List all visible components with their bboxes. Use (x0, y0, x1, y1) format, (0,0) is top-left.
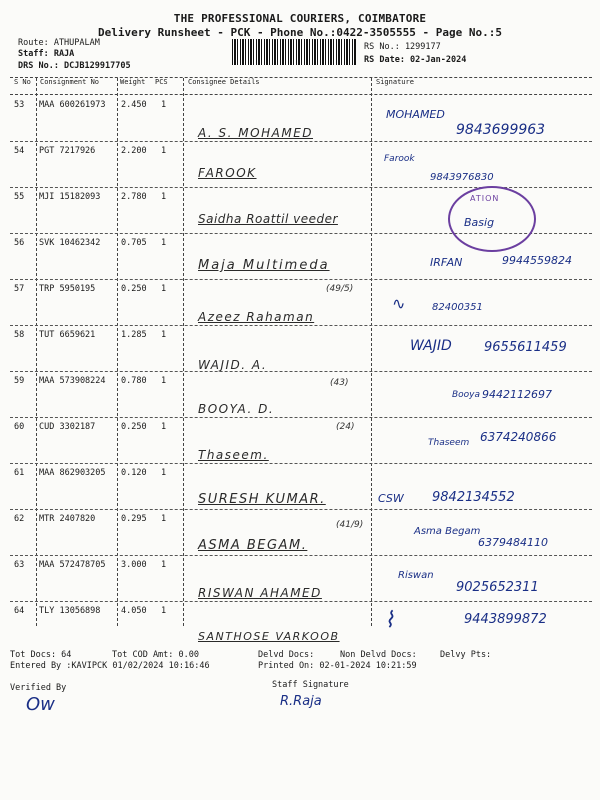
row-annotation: (49/5) (326, 284, 354, 294)
row-phone: 82400351 (432, 302, 483, 313)
verified-by-label: Verified By (10, 683, 67, 693)
table-row (0, 602, 600, 644)
row-consignment: MAA 862903205 (39, 468, 106, 478)
row-signature: IRFAN (430, 256, 463, 269)
row-signature: Asma Begam (414, 526, 481, 537)
verified-by-signature: Ow (26, 694, 55, 715)
row-weight: 0.250 (121, 284, 147, 294)
row-consignment: TUT 6659621 (39, 330, 96, 340)
col-header-weight: Weight (120, 78, 146, 86)
row-phone: 6379484110 (478, 536, 548, 549)
row-signature: Booya (452, 390, 481, 400)
row-phone: 9025652311 (456, 580, 539, 595)
row-consignment: SVK 10462342 (39, 238, 101, 248)
table-row (0, 326, 600, 372)
row-pcs: 1 (161, 468, 167, 478)
row-phone: 9442112697 (482, 388, 552, 401)
row-consignee: FAROOK (198, 166, 257, 180)
row-weight: 2.450 (121, 100, 147, 110)
table-row (0, 372, 600, 418)
row-pcs: 1 (161, 376, 167, 386)
table-row (0, 142, 600, 188)
row-phone: 6374240866 (480, 430, 557, 444)
row-consignment: PGT 7217926 (39, 146, 96, 156)
runsheet-title: Delivery Runsheet - PCK - Phone No.:0422-3505555 - Page No.:5 (98, 26, 502, 39)
row-signature: Riswan (398, 570, 434, 581)
row-phone: 9843976830 (430, 172, 494, 183)
row-sno: 62 (14, 514, 25, 524)
row-phone: 9842134552 (432, 490, 515, 505)
row-consignee: BOOYA. D. (198, 402, 275, 416)
table-row (0, 418, 600, 464)
total-cod: Tot COD Amt: 0.00 (112, 650, 199, 660)
row-sno: 61 (14, 468, 25, 478)
row-pcs: 1 (161, 238, 167, 248)
row-consignee: Maja Multimeda (198, 258, 330, 273)
delivery-points: Delvy Pts: (440, 650, 492, 660)
drs-label: DRS No.: DCJB129917705 (18, 61, 131, 71)
printed-on: Printed On: 02-01-2024 10:21:59 (258, 661, 417, 671)
row-annotation: (43) (330, 378, 349, 388)
row-weight: 0.120 (121, 468, 147, 478)
row-consignee: Thaseem. (198, 448, 269, 462)
row-weight: 1.285 (121, 330, 147, 340)
row-weight: 2.780 (121, 192, 147, 202)
row-weight: 2.200 (121, 146, 147, 156)
col-header-consignment: Consignment No (40, 78, 100, 86)
row-signature-scribble: ⌇ (384, 608, 395, 633)
row-consignment: MAA 573908224 (39, 376, 106, 386)
row-consignee: WAJID. A. (198, 358, 268, 372)
row-pcs: 1 (161, 192, 167, 202)
route-label: Route: ATHUPALAM (18, 38, 100, 48)
row-signature: MOHAMED (386, 108, 445, 121)
row-weight: 0.250 (121, 422, 147, 432)
row-sno: 55 (14, 192, 25, 202)
row-consignment: TLY 13056898 (39, 606, 101, 616)
row-sno: 56 (14, 238, 25, 248)
row-consignment: TRP 5950195 (39, 284, 96, 294)
delivered-docs: Delvd Docs: (258, 650, 315, 660)
row-pcs: 1 (161, 284, 167, 294)
non-delivered-docs: Non Delvd Docs: (340, 650, 417, 660)
table-row (0, 464, 600, 510)
row-pcs: 1 (161, 514, 167, 524)
row-consignment: MAA 572478705 (39, 560, 106, 570)
row-consignee: A. S. MOHAMED (198, 126, 314, 140)
row-weight: 0.295 (121, 514, 147, 524)
entered-by: Entered By :KAVIPCK 01/02/2024 10:16:46 (10, 661, 210, 671)
row-consignment: MAA 600261973 (39, 100, 106, 110)
total-docs: Tot Docs: 64 (10, 650, 72, 660)
table-row (0, 510, 600, 556)
row-sno: 63 (14, 560, 25, 570)
row-signature: Farook (384, 154, 415, 164)
row-consignee: Azeez Rahaman (198, 310, 315, 324)
table-row (0, 556, 600, 602)
row-consignee: RISWAN AHAMED (198, 586, 322, 600)
row-sno: 58 (14, 330, 25, 340)
barcode (232, 39, 356, 65)
row-signature: CSW (378, 492, 404, 505)
rs-no-label: RS No.: 1299177 (364, 42, 441, 52)
row-consignment: MJI 15182093 (39, 192, 101, 202)
row-pcs: 1 (161, 146, 167, 156)
row-sno: 59 (14, 376, 25, 386)
table-header-rule (10, 94, 592, 95)
staff-signature: R.Raja (280, 694, 322, 709)
row-signature: Thaseem (428, 438, 470, 448)
row-annotation: (24) (336, 422, 355, 432)
rs-date-label: RS Date: 02-Jan-2024 (364, 55, 467, 65)
row-pcs: 1 (161, 330, 167, 340)
col-header-pcs: PCS (155, 78, 168, 86)
row-pcs: 1 (161, 606, 167, 616)
row-sno: 57 (14, 284, 25, 294)
row-annotation: (41/9) (336, 520, 364, 530)
row-sno: 54 (14, 146, 25, 156)
row-weight: 4.050 (121, 606, 147, 616)
row-phone: 9843699963 (456, 122, 546, 138)
col-header-signature: Signature (376, 78, 414, 86)
row-consignment: CUD 3302187 (39, 422, 96, 432)
stamp-text: ATION (470, 194, 500, 203)
row-pcs: 1 (161, 560, 167, 570)
row-sno: 53 (14, 100, 25, 110)
row-signature-scribble: ∿ (392, 294, 406, 313)
row-phone: 9944559824 (502, 254, 572, 267)
row-signature: WAJID (410, 338, 452, 354)
row-weight: 0.780 (121, 376, 147, 386)
row-consignee: ASMA BEGAM. (198, 538, 308, 553)
row-sno: 64 (14, 606, 25, 616)
row-phone: 9655611459 (484, 340, 567, 355)
col-header-consignee: Consignee Details (188, 78, 260, 86)
company-name: THE PROFESSIONAL COURIERS, COIMBATORE (173, 12, 427, 25)
row-consignee: Saidha Roattil veeder (198, 212, 338, 226)
table-row (0, 96, 600, 142)
table-row (0, 280, 600, 326)
row-consignee: SURESH KUMAR. (198, 492, 326, 507)
stamp-signature: Basig (464, 216, 495, 229)
row-pcs: 1 (161, 100, 167, 110)
row-weight: 0.705 (121, 238, 147, 248)
delivery-stamp (448, 186, 536, 252)
row-pcs: 1 (161, 422, 167, 432)
row-weight: 3.000 (121, 560, 147, 570)
row-consignment: MTR 2407820 (39, 514, 96, 524)
row-consignee: SANTHOSE VARKOOB (198, 630, 340, 643)
row-sno: 60 (14, 422, 25, 432)
staff-label: Staff: RAJA (18, 49, 75, 59)
staff-signature-label: Staff Signature (272, 680, 349, 690)
row-phone: 9443899872 (464, 612, 547, 627)
col-header-sno: S No (14, 78, 31, 86)
